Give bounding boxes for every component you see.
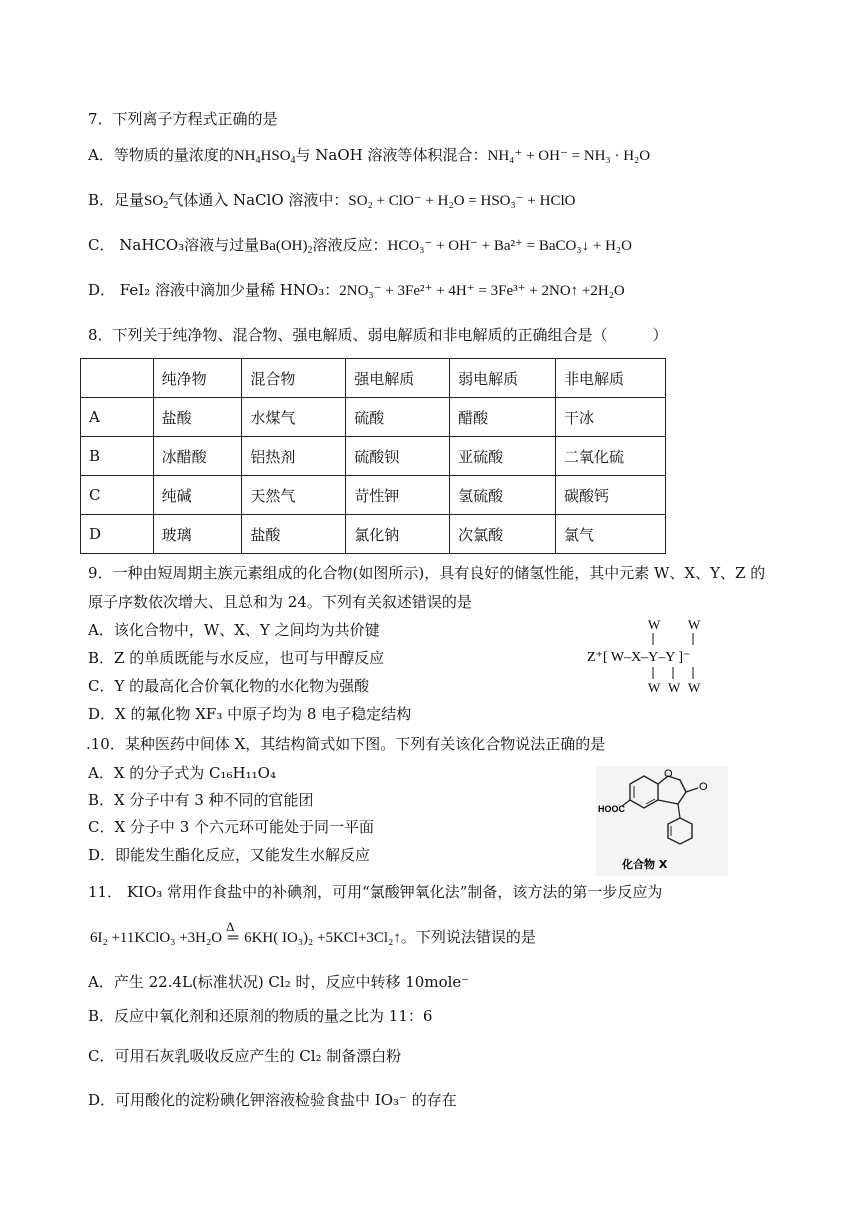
q7-d-lead: D． FeI₂ 溶液中滴加少量稀 HNO₃： — [88, 281, 340, 299]
table-cell: D — [81, 515, 154, 554]
table-cell: 氢硫酸 — [450, 476, 556, 515]
q11-stem: 11． KIO₃ 常用作食盐中的补碘剂，可用“氯酸钾氧化法”制备，该方法的第一步反应为 — [88, 883, 663, 901]
table-cell: 醋酸 — [450, 398, 556, 437]
table-cell: 干冰 — [556, 398, 666, 437]
structure-atom-w: W — [648, 617, 661, 632]
table-cell: 天然气 — [242, 476, 346, 515]
table-header-cell: 弱电解质 — [450, 359, 556, 398]
q7-b-equation: SO₂ + ClO⁻ + H₂O = HSO₃⁻ + HClO — [348, 193, 576, 209]
q9-option-d: D．X 的氟化物 XF₃ 中原子均为 8 电子稳定结构 — [88, 705, 412, 723]
q10-option-d: D．即能发生酯化反应，又能发生水解反应 — [88, 846, 371, 864]
q11-eq-arrow: Δ ═ — [222, 927, 244, 949]
table-cell: 纯碱 — [153, 476, 242, 515]
q11-option-a: A．产生 22.4L(标准状况) Cl₂ 时，反应中转移 10mole⁻ — [88, 973, 470, 991]
q7-option-b — [88, 189, 575, 212]
q7-option-a — [88, 144, 650, 167]
q10-option-b: B．X 分子中有 3 种不同的官能团 — [88, 791, 314, 809]
table-cell: 二氧化硫 — [556, 437, 666, 476]
q11-option-c: C．可用石灰乳吸收反应产生的 Cl₂ 制备漂白粉 — [88, 1047, 402, 1065]
table-row — [81, 476, 666, 515]
q9-stem-line1: 9．一种由短周期主族元素组成的化合物(如图所示)，具有良好的储氢性能，其中元素 W、X、Y、Z 的 — [88, 564, 766, 582]
q7-c-equation: HCO₃⁻ + OH⁻ + Ba²⁺ = BaCO₃↓ + H₂O — [387, 238, 632, 254]
q9-option-c: C．Y 的最高化合价氧化物的水化物为强酸 — [88, 677, 370, 695]
q7-b-mid: 气体通入 NaClO 溶液中： — [168, 191, 349, 209]
q7-c-formula: $Ba(OH)_2$ — [259, 238, 313, 256]
q7-c-lead: C． NaHCO₃溶液与过量 — [88, 236, 260, 254]
q11-eq-lhs: 6I₂ +11KClO₃ +3H₂O — [90, 930, 223, 946]
table-cell: 铝热剂 — [242, 437, 346, 476]
table-header-cell: 纯净物 — [153, 359, 242, 398]
table-cell: 苛性钾 — [346, 476, 450, 515]
q7-b-formula: $SO_2$ — [144, 193, 169, 211]
q7-stem: 7．下列离子方程式正确的是 — [88, 110, 278, 128]
q11-equation — [90, 919, 536, 949]
table-cell: C — [81, 476, 154, 515]
q9-stem-line2: 原子序数依次增大、且总和为 24。下列有关叙述错误的是 — [88, 593, 472, 611]
table-row — [81, 515, 666, 554]
structure-atom-w: W — [668, 680, 681, 695]
table-header-row — [81, 359, 666, 398]
q7-d-equation: 2NO₃⁻ + 3Fe²⁺ + 4H⁺ = 3Fe³⁺ + 2NO↑ +2H₂O — [339, 283, 625, 299]
structure-main-chain: Z⁺[ W–X–Y–Y ]⁻ — [587, 650, 691, 665]
q7-option-d — [88, 279, 625, 302]
table-cell: 盐酸 — [242, 515, 346, 554]
table-cell: 碳酸钙 — [556, 476, 666, 515]
q7-b-lead: B．足量 — [88, 191, 145, 209]
q8-options-table — [80, 358, 666, 554]
structure-atom-w: W — [688, 617, 701, 632]
table-row — [81, 398, 666, 437]
table-cell: B — [81, 437, 154, 476]
table-header-cell — [81, 359, 154, 398]
q11-eq-rhs: 6KH( IO₃)₂ +5KCl+3Cl₂↑ — [244, 930, 401, 946]
table-row — [81, 437, 666, 476]
table-cell: 玻璃 — [153, 515, 242, 554]
q9-structure-figure — [585, 615, 725, 695]
q10-stem: .10．某种医药中间体 X，其结构简式如下图。下列有关该化合物说法正确的是 — [86, 735, 606, 753]
structure-atom-w: W — [688, 680, 701, 695]
q11-option-b: B．反应中氧化剂和还原剂的物质的量之比为 11：6 — [88, 1007, 433, 1025]
q7-a-mid: 与 NaOH 溶液等体积混合： — [295, 146, 488, 164]
table-cell: 硫酸 — [346, 398, 450, 437]
q7-c-mid: 溶液反应： — [312, 236, 388, 254]
q11-eq-tail: 。下列说法错误的是 — [400, 928, 536, 946]
table-cell: 硫酸钡 — [346, 437, 450, 476]
q7-a-equation: NH₄⁺ + OH⁻ = NH₃ · H₂O — [487, 148, 651, 164]
q10-option-c: C．X 分子中 3 个六元环可能处于同一平面 — [88, 818, 375, 836]
table-header-cell: 强电解质 — [346, 359, 450, 398]
q9-option-a: A．该化合物中，W、X、Y 之间均为共价键 — [88, 621, 380, 639]
table-cell: 次氯酸 — [450, 515, 556, 554]
table-cell: 氯气 — [556, 515, 666, 554]
ring-oxygen-label: O — [664, 768, 673, 780]
table-cell: A — [81, 398, 154, 437]
table-header-cell: 混合物 — [242, 359, 346, 398]
compound-x-label: 化合物 X — [622, 858, 668, 871]
cooh-group-label: HOOC — [598, 804, 625, 814]
q11-eq-delta: Δ — [226, 919, 235, 934]
q10-option-a: A．X 的分子式为 C₁₆H₁₁O₄ — [88, 764, 276, 782]
q7-a-lead: A．等物质的量浓度的 — [88, 146, 234, 164]
carbonyl-oxygen-label: O — [699, 781, 708, 793]
q10-compound-x-figure — [596, 766, 728, 876]
table-cell: 亚硫酸 — [450, 437, 556, 476]
table-cell: 盐酸 — [153, 398, 242, 437]
structure-atom-w: W — [648, 680, 661, 695]
table-cell: 氯化钠 — [346, 515, 450, 554]
q11-option-d: D．可用酸化的淀粉碘化钾溶液检验食盐中 IO₃⁻ 的存在 — [88, 1091, 457, 1109]
table-cell: 冰醋酸 — [153, 437, 242, 476]
q9-option-b: B．Z 的单质既能与水反应，也可与甲醇反应 — [88, 649, 385, 667]
table-cell: 水煤气 — [242, 398, 346, 437]
q7-a-formula: $NH_4HSO_4$ — [233, 148, 296, 166]
table-header-cell: 非电解质 — [556, 359, 666, 398]
q8-stem: 8．下列关于纯净物、混合物、强电解质、弱电解质和非电解质的正确组合是（ ） — [88, 326, 668, 344]
q7-option-c — [88, 234, 632, 257]
